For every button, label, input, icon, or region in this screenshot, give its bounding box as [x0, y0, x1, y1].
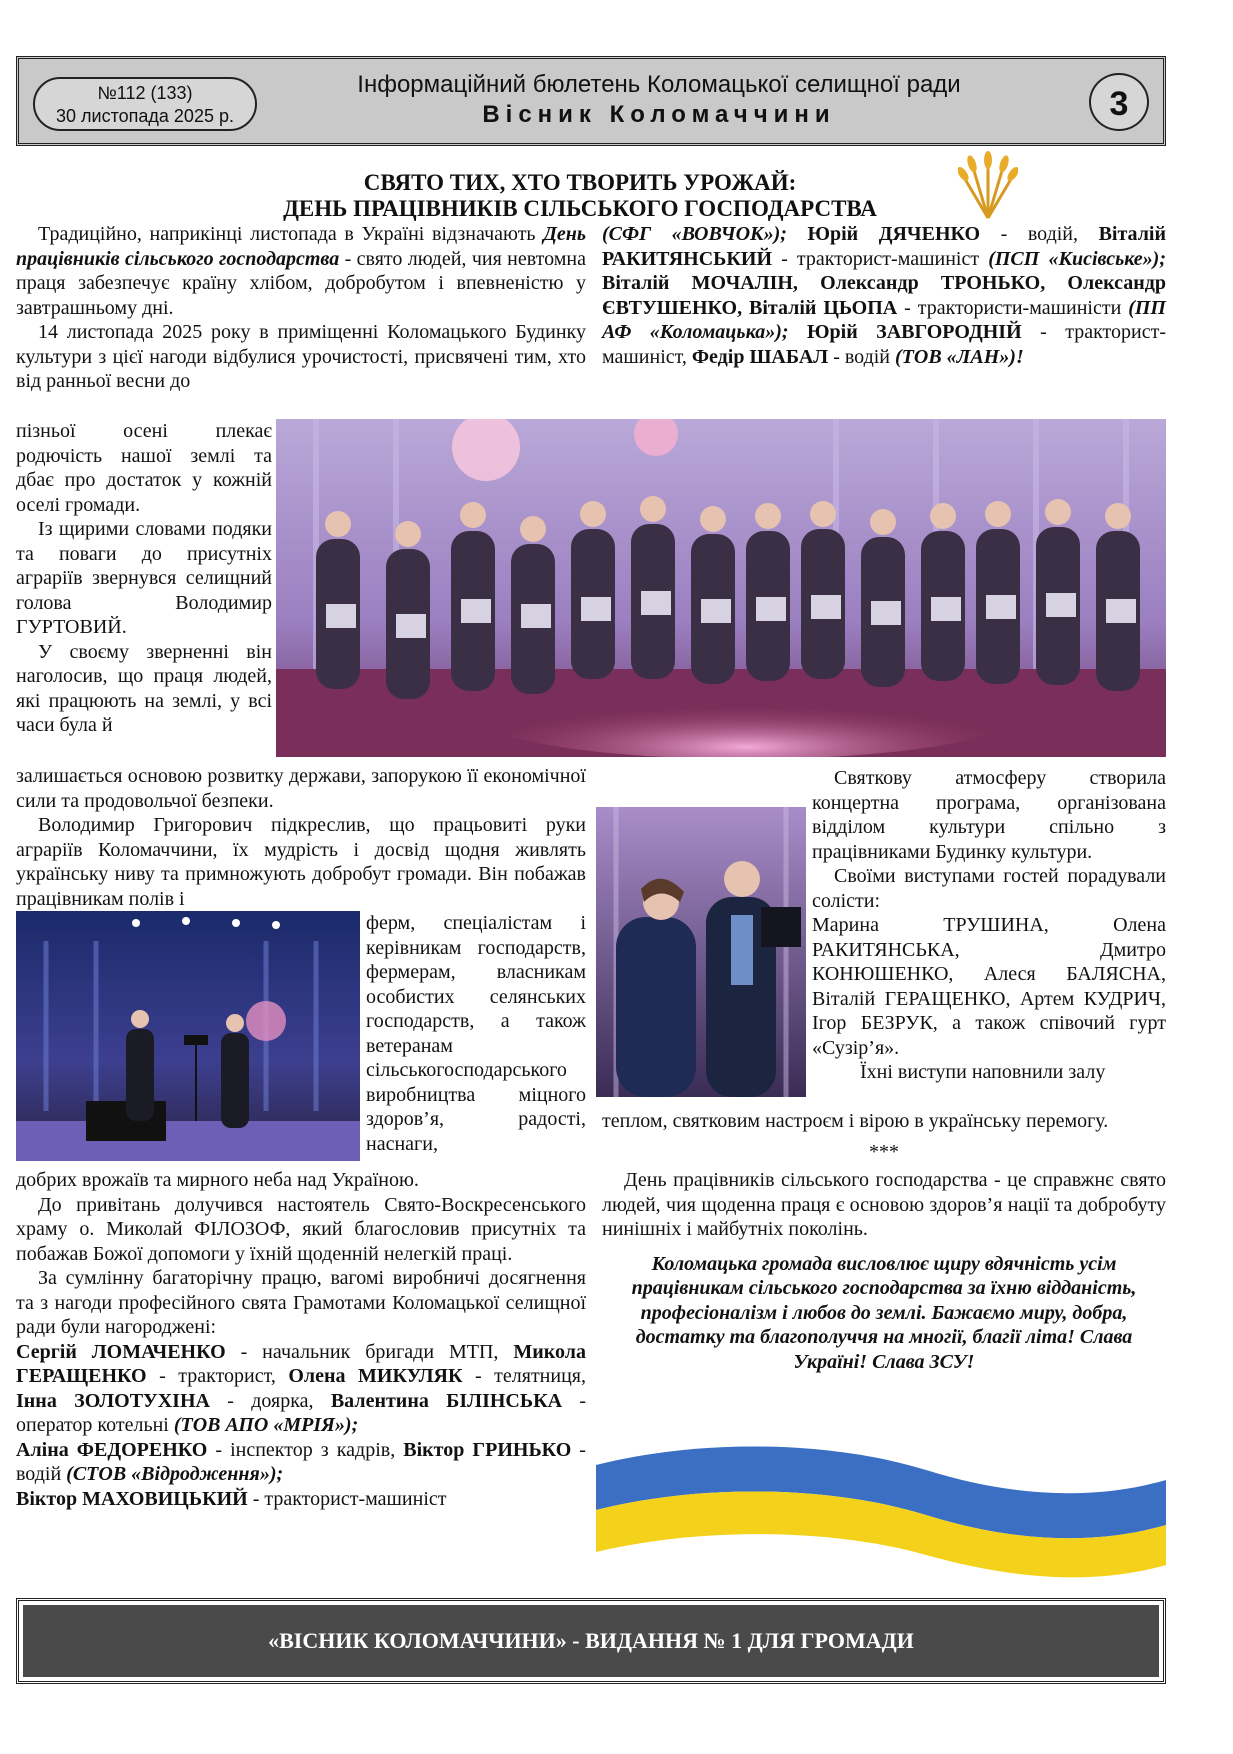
- closing-message: Коломацька громада висловлює щиру вдячність усім працівникам сільського господарства за їхню відданість, професіоналізм і любов до землі. Бажаємо миру, добра, достатку та благополуччя на многії, благії літа! Слава Україні! Слава ЗСУ!: [631, 1252, 1137, 1373]
- footer: [16, 1598, 1166, 1684]
- left-column-top: [16, 222, 586, 394]
- paragraph-awards: За сумлінну багаторічну працю, вагомі виробничі досягнення та з нагоди професійного свята Грамотами Коломацької селищної ради були нагороджені:: [16, 1267, 586, 1338]
- masthead: [16, 56, 1166, 146]
- paragraph-performances: Їхні виступи наповнили залу: [860, 1061, 1106, 1083]
- paragraph-event-cont: пізньої осені плекає родючість нашої землі та дбає про достаток у кожній оселі громади.: [16, 420, 272, 516]
- left-column-bottom: [16, 1168, 586, 1511]
- issue-badge: [33, 77, 257, 131]
- award-photo: [596, 807, 806, 1097]
- right-column-bottom: [602, 1109, 1166, 1374]
- ukrainian-flag-wave: [596, 1440, 1166, 1580]
- page-number: 3: [1089, 73, 1149, 131]
- footer-slogan: «ВІСНИК КОЛОМАЧЧИНИ» - ВИДАННЯ № 1 ДЛЯ ГРОМАДИ: [23, 1605, 1159, 1677]
- paragraph-head-speech: Із щирими словами подяки та поваги до присутніх аграріїв звернувся селищний голова Володимир ГУРТОВИЙ.: [16, 518, 272, 638]
- group-photo: [276, 419, 1166, 757]
- left-column-narrow: [16, 419, 272, 738]
- paragraph-concert: Святкову атмосферу створила концертна програма, організована відділом культури спільно з працівниками Будинку культури.: [812, 767, 1166, 863]
- left-column-wishes: [366, 911, 586, 1156]
- paragraph-event: 14 листопада 2025 року в приміщенні Коломацького Будинку культури з цієї нагоди відбулися урочистості, присвячені тим, хто від ранньої весни до: [16, 321, 586, 392]
- paragraph-emphasis: Володимир Григорович підкреслив, що працьовиті руки аграріїв Коломаччини, їх мудрість і досвід щодня живлять українську ниву та примножують добробут громади. Він побажав працівникам полів і: [16, 814, 586, 910]
- paragraph-conclusion: День працівників сільського господарства - це справжнє свято людей, чия щоденна праця є основою здоров’я нації та добробуту нинішніх і майбутніх поколінь.: [602, 1169, 1166, 1240]
- stage-photo: [16, 911, 360, 1161]
- left-column-middle: [16, 764, 586, 911]
- article-title-line2: ДЕНЬ ПРАЦІВНИКІВ СІЛЬСЬКОГО ГОСПОДАРСТВА: [283, 196, 877, 221]
- awardees-list: Сергій ЛОМАЧЕНКО - начальник бригади МТП, Микола ГЕРАЩЕНКО - тракторист, Олена МИКУЛЯК - телятниця, Інна ЗОЛОТУХІНА - доярка, Валентина БІЛІНСЬКА - оператор котельні (ТОВ АПО «МРІЯ»); Аліна ФЕДОРЕНКО - інспектор з кадрів, Віктор ГРИНЬКО - водій (СТОВ «Відродження»); Віктор МАХОВИЦЬКИЙ - тракторист-машиніст: [16, 1340, 586, 1510]
- paragraph-soloists-intro: Своїми виступами гостей порадували солісти:: [812, 865, 1166, 912]
- paragraph-priest: До привітань долучився настоятель Свято-Воскресенського храму о. Миколай ФІЛОЗОФ, який благословив присутніх та побажав Божої допомоги у їхній щоденній нелегкій праці.: [16, 1193, 586, 1265]
- separator: ***: [869, 1140, 899, 1163]
- article-title-line1: СВЯТО ТИХ, ХТО ТВОРИТЬ УРОЖАЙ:: [363, 170, 797, 195]
- paragraph-wishes: ферм, спеціалістам і керівникам господарств, фермерам, власникам особистих селянських господарств, а також ветеранам сільськогосподарського виробництва міцного здоров’я, радості, наснаги,: [366, 912, 586, 1155]
- paragraph-soloists: Марина ТРУШИНА, Олена РАКИТЯНСЬКА, Дмитро КОНЮШЕНКО, Алеся БАЛЯСНА, Віталій ГЕРАЩЕНКО, Артем КУДРИЧ, Ігор БЕЗРУК, а також співочий гурт «Сузір’я».: [812, 914, 1166, 1059]
- paragraph-wishes-end: добрих врожаїв та мирного неба над Україною.: [16, 1169, 419, 1191]
- article-title: [200, 170, 960, 222]
- paragraph-performances-cont: теплом, святковим настроєм і вірою в українську перемогу.: [602, 1110, 1109, 1132]
- issue-number: №112 (133): [97, 83, 193, 103]
- bulletin-title: Інформаційний бюлетень Коломацької селищної ради: [357, 71, 961, 98]
- paragraph-address-cont: залишається основою розвитку держави, запорукою її економічної сили та продовольчої безпеки.: [16, 765, 586, 812]
- issue-date: 30 листопада 2025 р.: [56, 106, 234, 126]
- right-column-concert: [812, 766, 1166, 1085]
- right-column-top: [602, 222, 1166, 369]
- paragraph-intro: Традиційно, наприкінці листопада в Україні відзначають День працівників сільського господарства - свято людей, чия невтомна праця забезпечує країну хлібом, добробутом і впевненістю у завтрашньому дні.: [16, 223, 587, 319]
- paragraph-address: У своєму зверненні він наголосив, що праця людей, які працюють на землі, у всі часи була й: [16, 640, 272, 736]
- wheat-icon: [958, 150, 1018, 220]
- awardees-list-cont: (СФГ «ВОВЧОК»); Юрій ДЯЧЕНКО - водій, Віталій РАКИТЯНСЬКИЙ - тракторист-машиніст (ПСП «Кисівське»); Віталій МОЧАЛІН, Олександр ТРОНЬКО, Олександр ЄВТУШЕНКО, Віталій ЦЬОПА - трактористи-машиністи (ПП АФ «Коломацька»); Юрій ЗАВГОРОДНІЙ - тракторист-машиніст, Федір ШАБАЛ - водій (ТОВ «ЛАН»)!: [602, 223, 1167, 368]
- bulletin-name: Вісник Коломаччини: [482, 101, 836, 128]
